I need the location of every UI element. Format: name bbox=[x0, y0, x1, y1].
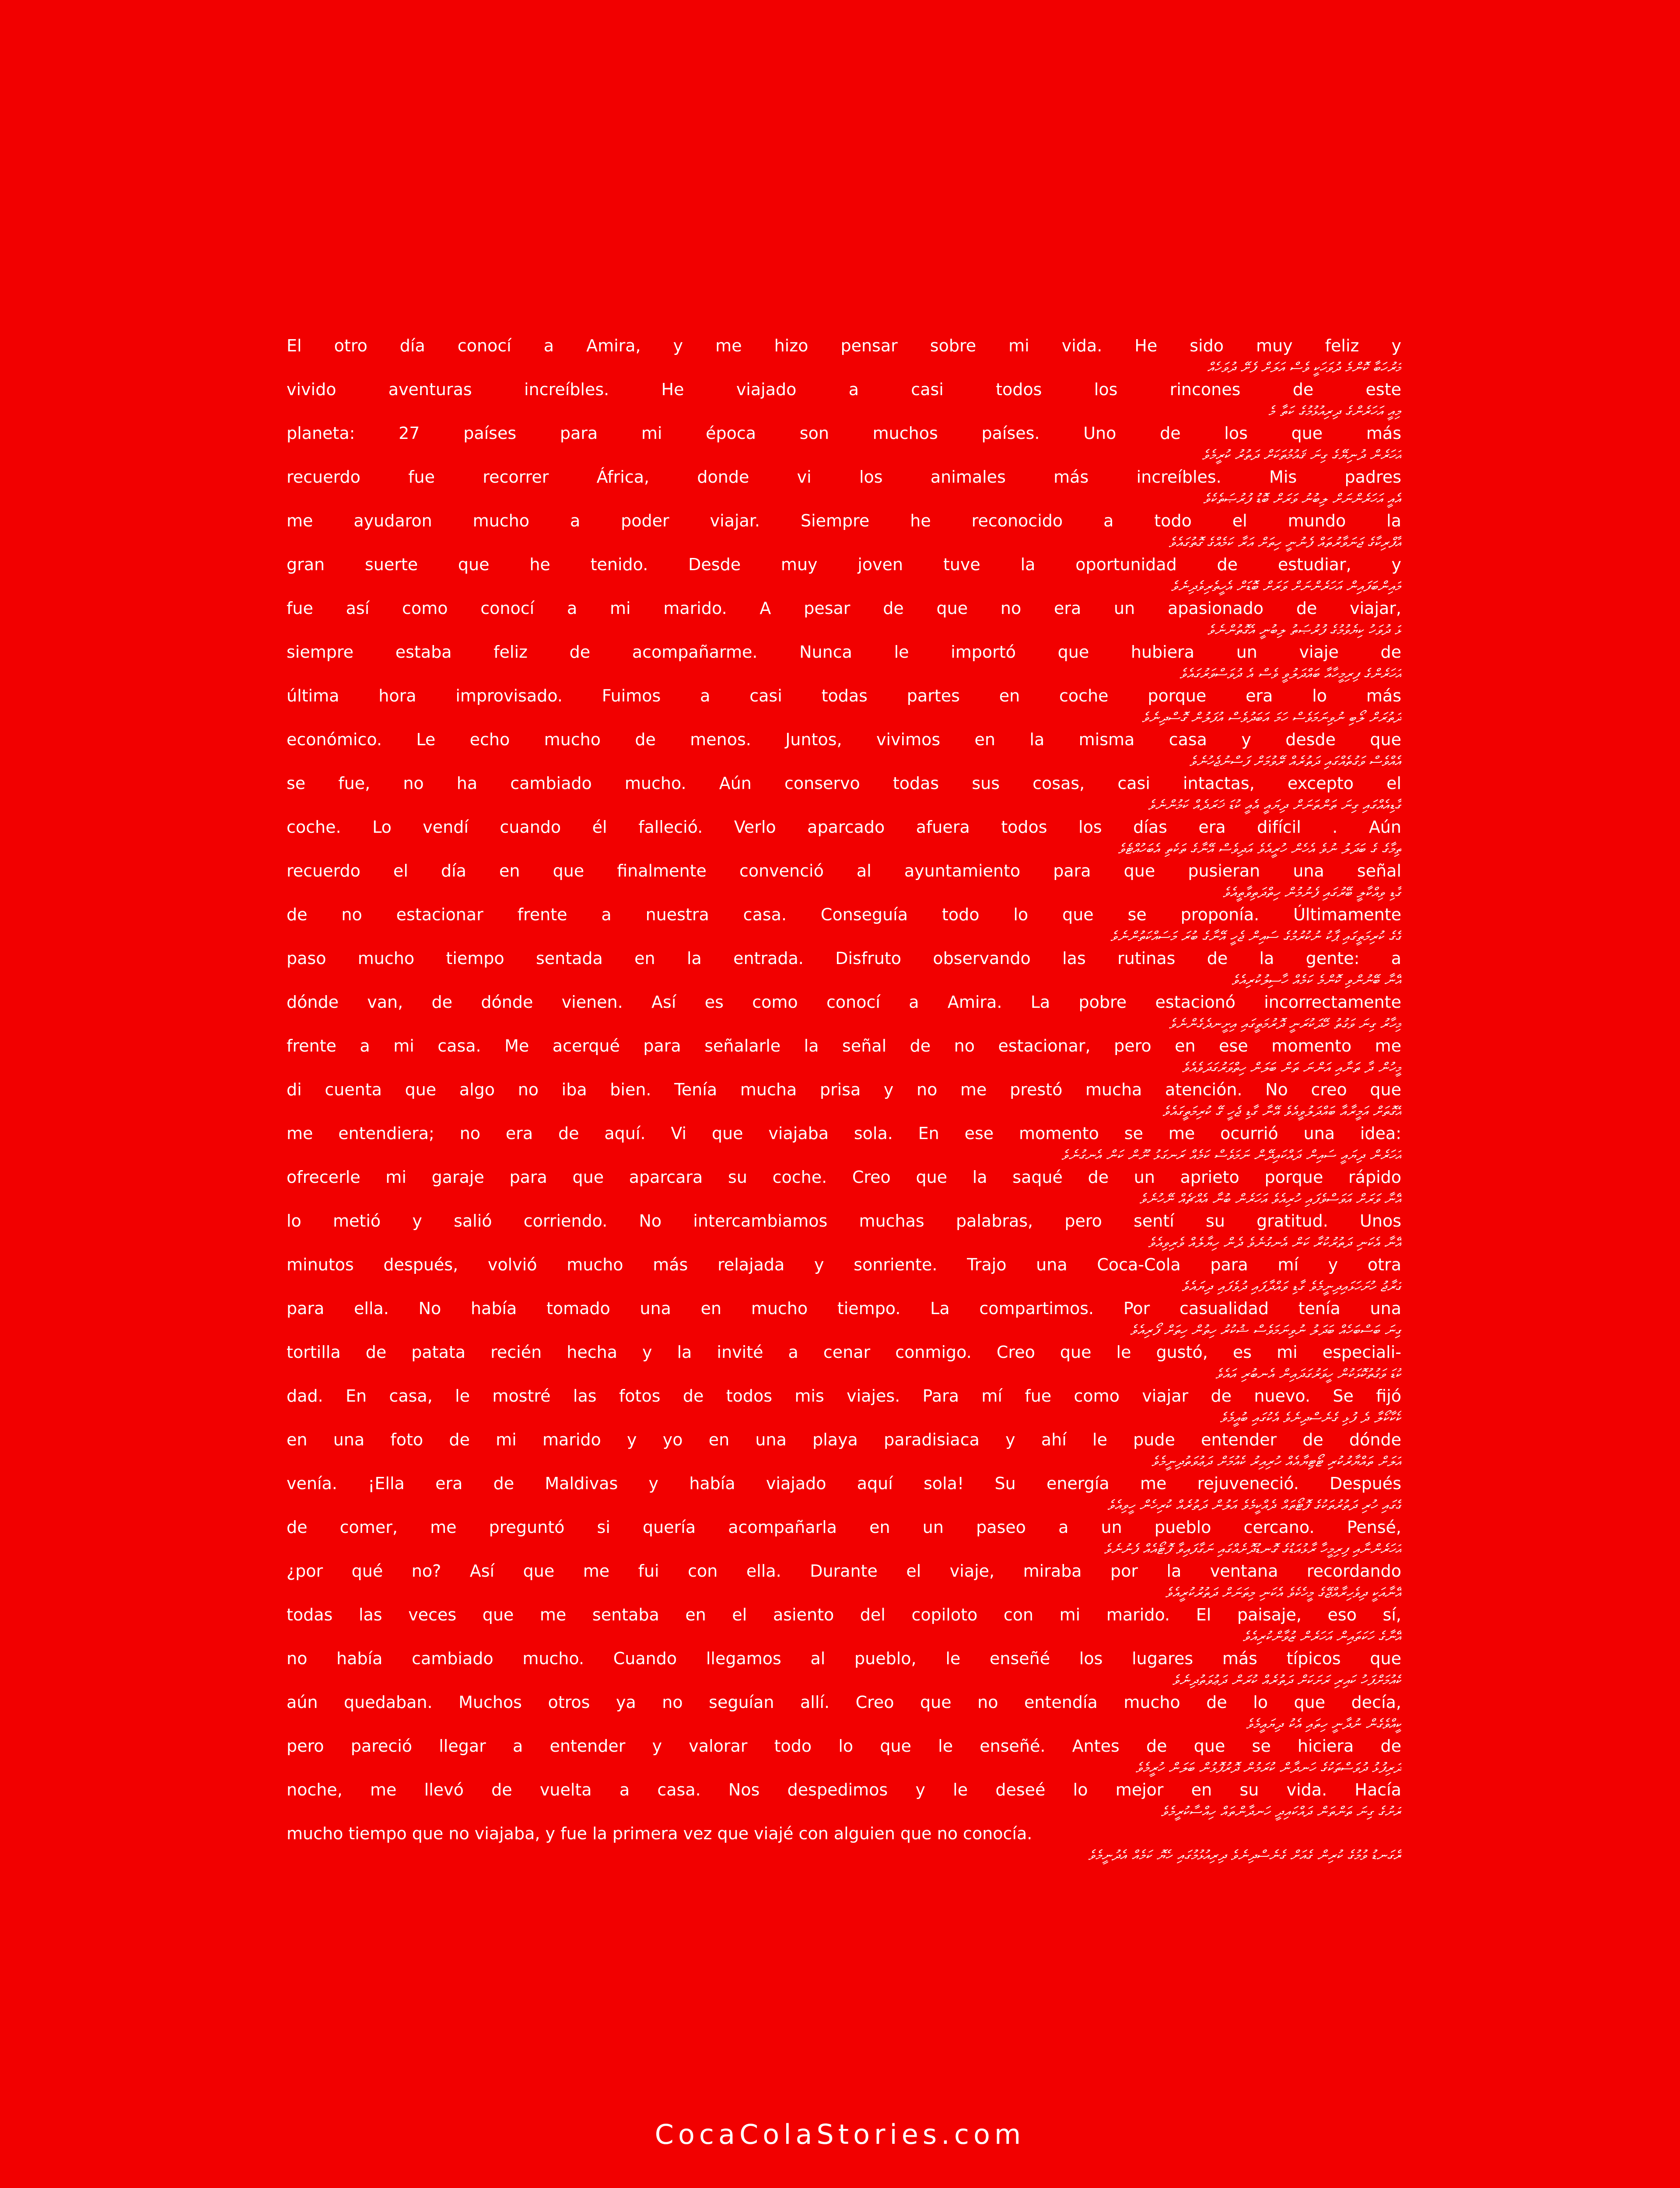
spanish-line: pero pareció llegar a entender y valorar todo lo que le enseñé. Antes de que se hiciera de bbox=[287, 1736, 1401, 1756]
dhivehi-line: އާފްރިކާގެ ޖަނަވާރުތައް ފެނުނީ ހިތަށް އަރާ ކަމެއްގެ ގޮތުގައެވެ bbox=[1169, 534, 1401, 551]
dhivehi-line: ދަތުރަށް ލޯބި ނުވިނަމަވެސް ހަމަ އަބަދުވެސް އުފަލުން ގޮސްދިނެވެ bbox=[1142, 709, 1401, 726]
story-line-pair bbox=[287, 1603, 1401, 1647]
spanish-line: recuerdo el día en que finalmente convenció al ayuntamiento para que pusieran una señal bbox=[287, 861, 1401, 880]
story-line-pair bbox=[287, 466, 1401, 509]
story-line-pair bbox=[287, 378, 1401, 422]
spanish-line: de comer, me preguntó si quería acompañarla en un paseo a un pueblo cercano. Pensé, bbox=[287, 1518, 1401, 1537]
spanish-line: recuerdo fue recorrer África, donde vi los animales más increíbles. Mis padres bbox=[287, 467, 1401, 487]
story-line-pair bbox=[287, 509, 1401, 553]
dhivehi-line: އެގޮތަށް އަމީރާއާ ބައްދަލުވީއެވެ އޭނާ ގާޑި ޖެހީ ގޭ ކުރިމަތީގައެވެ bbox=[1162, 1103, 1401, 1120]
story-line-pair bbox=[287, 1122, 1401, 1166]
dhivehi-line: އަހަރެން ދިޔައީ ސައިން ދައްކައިދޭން ނަމަވެސް ކަމެއް ރަނގަޅު ނޫން ކަން އެނގުނެވެ bbox=[1061, 1147, 1401, 1164]
dhivehi-line: އޭނާއަކީ ދިވެހިރާއްޖޭގެ މީހެކެވެ އެކަނި މިތަނަށް ދަތުރުކުރީއެވެ bbox=[1165, 1585, 1401, 1601]
dhivehi-line: މަރުހަބާ ކޮންމެ ދުވަހަކީ ވެސް އަލަށް ފެށޭ ދުވަހެއް bbox=[1207, 359, 1401, 376]
dhivehi-line: އަހަރެންގެ ފިރިމީހާއާ ބައްދަލުވީ ވެސް އެ ދުވަސްވަރުގައެވެ bbox=[1180, 666, 1401, 682]
spanish-line: me entendiera; no era de aquí. Vi que viajaba sola. En ese momento se me ocurrió una idea: bbox=[287, 1124, 1401, 1143]
story-line-pair bbox=[287, 1341, 1401, 1385]
dhivehi-line: މީހުން ދާ ތަނާއި އަންނަ ތަން ބަލަން ހިތްވަރުގަދަވެއެވެ bbox=[1182, 1059, 1401, 1076]
dhivehi-line: އަހަރެންނާއި ފިރިމީހާ ރާޅުއަޑުގެ ގޮނޑުދޮށެއްގައި ނަގާފައިވާ ފޮޓޯއެއް ފެނުނެވެ bbox=[1104, 1541, 1401, 1557]
spanish-line: noche, me llevó de vuelta a casa. Nos despedimos y le deseé lo mejor en su vida. Hacía bbox=[287, 1780, 1401, 1799]
dhivehi-line: ގާޑި ވިއްކާލީ ބޭރުގައި ފެނުމުން ހިތްދަތިވާތީއެވެ bbox=[1222, 884, 1401, 901]
bilingual-story bbox=[287, 334, 1401, 1866]
spanish-line: tortilla de patata recién hecha y la invité a cenar conmigo. Creo que le gustó, es mi especiali- bbox=[287, 1343, 1401, 1362]
spanish-line: gran suerte que he tenido. Desde muy joven tuve la oportunidad de estudiar, y bbox=[287, 555, 1401, 574]
story-line-pair bbox=[287, 991, 1401, 1034]
spanish-line: planeta: 27 países para mi época son muchos países. Uno de los que más bbox=[287, 424, 1401, 443]
dhivehi-line: ގޭގެ ކުރިމަތީގައި ޕާކު ނުކުރުމުގެ ސައިން ޖެހީ އޭނާގެ ބުރަ މަސައްކަތުންނެވެ bbox=[1110, 928, 1401, 945]
spanish-line: última hora improvisado. Fuimos a casi todas partes en coche porque era lo más bbox=[287, 686, 1401, 705]
story-line-pair bbox=[287, 1822, 1401, 1866]
spanish-line: vivido aventuras increíbles. He viajado a casi todos los rincones de este bbox=[287, 380, 1401, 399]
dhivehi-line: ޅަ ދުވަހު ކިޔެވުމުގެ ފުރުޞަތު ލިބުނީ އެގޮތުންނެވެ bbox=[1208, 622, 1401, 638]
story-line-pair bbox=[287, 1516, 1401, 1560]
story-line-pair bbox=[287, 641, 1401, 684]
story-line-pair bbox=[287, 1735, 1401, 1778]
spanish-line: todas las veces que me sentaba en el asiento del copiloto con mi marido. El paisaje, eso sí, bbox=[287, 1605, 1401, 1624]
story-line-pair bbox=[287, 1297, 1401, 1341]
spanish-line: se fue, no ha cambiado mucho. Aún conservo todas sus cosas, casi intactas, excepto el bbox=[287, 774, 1401, 793]
dhivehi-line: އަހަރެން ދުނިޔޭގެ ގިނަ ޤައުމުތަކަށް ދަތުރު ކުރީމެވެ bbox=[1202, 447, 1401, 463]
spanish-line: no había cambiado mucho. Cuando llegamos al pueblo, le enseñé los lugares más típicos que bbox=[287, 1649, 1401, 1668]
story-line-pair bbox=[287, 1253, 1401, 1297]
story-line-pair bbox=[287, 1647, 1401, 1691]
story-line-pair bbox=[287, 903, 1401, 947]
dhivehi-line: އޭނާ އެކަނި ދަތުރުކުރާ ކަން އެނގުނެވެ ދެން ހިޔާލެއް ވެރިވިއެވެ bbox=[1148, 1234, 1401, 1251]
story-line-pair bbox=[287, 1472, 1401, 1516]
website-footer: CocaColaStories.com bbox=[654, 2118, 1026, 2150]
spanish-line: dónde van, de dónde vienen. Así es como conocí a Amira. La pobre estacionó incorrectamente bbox=[287, 992, 1401, 1012]
dhivehi-line: އޭނާ ވަރަށް އަވަސްވެފައި ހުރިއެވެ އަހަރެން ބުނާ އެއްޗެއް ނޭހުނެވެ bbox=[1139, 1191, 1401, 1207]
dhivehi-line: ރޭގަނޑު ވުމުގެ ކުރިން ގެއަށް ގެނެސްދިނެވެ ދިރިއުޅުމުގައި ހެޔޮ ކަމެއް އެދުނީމެވެ bbox=[1088, 1847, 1401, 1864]
dhivehi-line: މިހާރު ގިނަ ވަގުތު ހޭދަކުރަނީ ދޮރުމަތީގައި އިށީނދެގެންނެވެ bbox=[1169, 1016, 1401, 1032]
story-line-pair bbox=[287, 1385, 1401, 1428]
story-line-pair bbox=[287, 1034, 1401, 1078]
spanish-line: lo metió y salió corriendo. No intercambiamos muchas palabras, pero sentí su gratitud. Unos bbox=[287, 1211, 1401, 1231]
dhivehi-line: އެއީ އަހަރެންނަށް ލިބުނު ވަރަށް ބޮޑު ފުރުޞަތެކެވެ bbox=[1203, 491, 1401, 507]
spanish-line: coche. Lo vendí cuando él falleció. Verlo aparcado afuera todos los días era difícil . Aún bbox=[287, 817, 1401, 837]
dhivehi-line: ރަށުގެ ގިނަ ތަންތަން ދައްކައިދީ ހަނދާންތައް ހިއްސާކުރީމެވެ bbox=[1161, 1803, 1401, 1820]
story-line-pair bbox=[287, 1560, 1401, 1603]
dhivehi-line: މައިންބަފައިން އަހަރެންނަށް ވަރަށް ބޮޑަށް އެހީތެރިވެދިނެވެ bbox=[1171, 578, 1401, 595]
dhivehi-line: ގިނަ ބަސްބަހެއް ބަދަލު ނުވިނަމަވެސް ޝުކުރު ހިތުން ހިތަށް ފޯރިއެވެ bbox=[1130, 1322, 1401, 1339]
story-line-pair bbox=[287, 947, 1401, 991]
dhivehi-line: އެއްވެސް ވަގުތެއްގައި ދަތުރެއް ރޭވުމަށް ފަސްނުޖެހުނެވެ bbox=[1189, 753, 1401, 770]
spanish-line: mucho tiempo que no viajaba, y fue la primera vez que viajé con alguien que no conocía. bbox=[287, 1824, 1032, 1843]
spanish-line: ofrecerle mi garaje para que aparcara su coche. Creo que la saqué de un aprieto porque rápido bbox=[287, 1168, 1401, 1187]
dhivehi-line: ކީއްވެގެން ނުދާނީ ހިތައި އެކު ދިޔައީމެވެ bbox=[1246, 1716, 1401, 1732]
dhivehi-line: ގަރާޖު ހުށަހަޅައިދިނީމެވެ ގާޑި ވައްދާފައި ދުވެފައި ދިޔައެވެ bbox=[1182, 1278, 1401, 1295]
spanish-line: de no estacionar frente a nuestra casa. Conseguía todo lo que se proponía. Últimamente bbox=[287, 905, 1401, 924]
story-line-pair bbox=[287, 859, 1401, 903]
dhivehi-line: ގޭގައި ހުރި ދަތުރުތަކުގެ ފޮޓޯތައް ދެއްކީމެވެ އަލުން ދަތުރެއް ކުރިހެން ހީވިއެވެ bbox=[1107, 1497, 1401, 1514]
story-line-pair bbox=[287, 1210, 1401, 1253]
story-line-pair bbox=[287, 1078, 1401, 1122]
dhivehi-line: އަލަށް ތައްޔާރުކުރި ޓޯޓިޔާއެއް ހުރިއިރު ކެއުމަށް ދަޢުވަތުދިނީމެވެ bbox=[1151, 1453, 1401, 1470]
spanish-line: frente a mi casa. Me acerqué para señalarle la señal de no estacionar, pero en ese momento me bbox=[287, 1036, 1401, 1055]
spanish-line: paso mucho tiempo sentada en la entrada. Disfruto observando las rutinas de la gente: a bbox=[287, 949, 1401, 968]
spanish-line: siempre estaba feliz de acompañarme. Nunca le importó que hubiera un viaje de bbox=[287, 642, 1401, 662]
spanish-line: dad. En casa, le mostré las fotos de todos mis viajes. Para mí fue como viajar de nuevo. Se fijó bbox=[287, 1386, 1401, 1406]
spanish-line: ¿por qué no? Así que me fui con ella. Durante el viaje, miraba por la ventana recordando bbox=[287, 1561, 1401, 1581]
story-line-pair bbox=[287, 422, 1401, 466]
spanish-line: El otro día conocí a Amira, y me hizo pensar sobre mi vida. He sido muy feliz y bbox=[287, 336, 1401, 355]
story-line-pair bbox=[287, 334, 1401, 378]
story-line-pair bbox=[287, 1778, 1401, 1822]
spanish-line: me ayudaron mucho a poder viajar. Siempre he reconocido a todo el mundo la bbox=[287, 511, 1401, 530]
story-line-pair bbox=[287, 772, 1401, 816]
dhivehi-line: އޭނާގެ ހަކަތައިން އަހަރެން ޒުވާންކުރިއެވެ bbox=[1242, 1628, 1401, 1645]
story-line-pair bbox=[287, 553, 1401, 597]
dhivehi-line: ދަރިފުޅު ދުވަސްތަކުގެ ހަނދާން ކުރަމުން ދޮރުފޮޅުން ބަލަން ހުރީމެވެ bbox=[1135, 1760, 1401, 1776]
dhivehi-line: ގާޑިއެއްގައި ގިނަ ތަންތަނަށް ދިޔައީ އެއީ ކުޑަ ޚަރަދެއް ކަމުންނެވެ bbox=[1148, 797, 1401, 813]
story-line-pair bbox=[287, 684, 1401, 728]
spanish-line: en una foto de mi marido y yo en una playa paradisiaca y ahí le pude entender de dónde bbox=[287, 1430, 1401, 1449]
dhivehi-line: ކުޑަ ވަގުތުކޮޅަކުން ހީވަރުގަދައިން އެނބުރި އައެވެ bbox=[1215, 1366, 1401, 1382]
story-line-pair bbox=[287, 1428, 1401, 1472]
spanish-line: fue así como conocí a mi marido. A pesar de que no era un apasionado de viajar, bbox=[287, 599, 1401, 618]
spanish-line: aún quedaban. Muchos otros ya no seguían allí. Creo que no entendía mucho de lo que decía, bbox=[287, 1693, 1401, 1712]
dhivehi-line: ކެއުމަށްފަހު ކައިރި ރަށަކަށް ދަތުރެއް ކުރަން ދަޢުވަތުދިނެވެ bbox=[1172, 1672, 1401, 1689]
spanish-line: di cuenta que algo no iba bien. Tenía mucha prisa y no me prestó mucha atención. No creo que bbox=[287, 1080, 1401, 1099]
dhivehi-line: ކޯކާކޯލާ ދެ ފުޅި ގެނެސްދިނެވެ އެކުގައި ބުއީމެވެ bbox=[1220, 1410, 1401, 1426]
dhivehi-line: އޭނާ ބޭނުންވި ކޮންމެ ކަމެއް ހާސިލުކުރިއެވެ bbox=[1232, 972, 1401, 989]
dhivehi-line: ތިމާގެ ގެ ބަދަލު ނުވެ އެހެން ހުރީއެވެ އަދިވެސް އޭނާގެ ތަކެތި އެބަހުއްޓެވެ bbox=[1118, 841, 1401, 857]
story-line-pair bbox=[287, 728, 1401, 772]
spanish-line: económico. Le echo mucho de menos. Juntos, vivimos en la misma casa y desde que bbox=[287, 730, 1401, 749]
story-line-pair bbox=[287, 1691, 1401, 1735]
spanish-line: venía. ¡Ella era de Maldivas y había viajado aquí sola! Su energía me rejuveneció. Después bbox=[287, 1474, 1401, 1493]
story-line-pair bbox=[287, 1166, 1401, 1210]
dhivehi-line: މިއީ އަހަރެންގެ ދިރިއުޅުމުގެ ކަތާ މެ bbox=[1268, 403, 1401, 420]
story-line-pair bbox=[287, 816, 1401, 859]
spanish-line: minutos después, volvió mucho más relajada y sonriente. Trajo una Coca-Cola para mí y otra bbox=[287, 1255, 1401, 1274]
story-line-pair bbox=[287, 597, 1401, 641]
spanish-line: para ella. No había tomado una en mucho tiempo. La compartimos. Por casualidad tenía una bbox=[287, 1299, 1401, 1318]
